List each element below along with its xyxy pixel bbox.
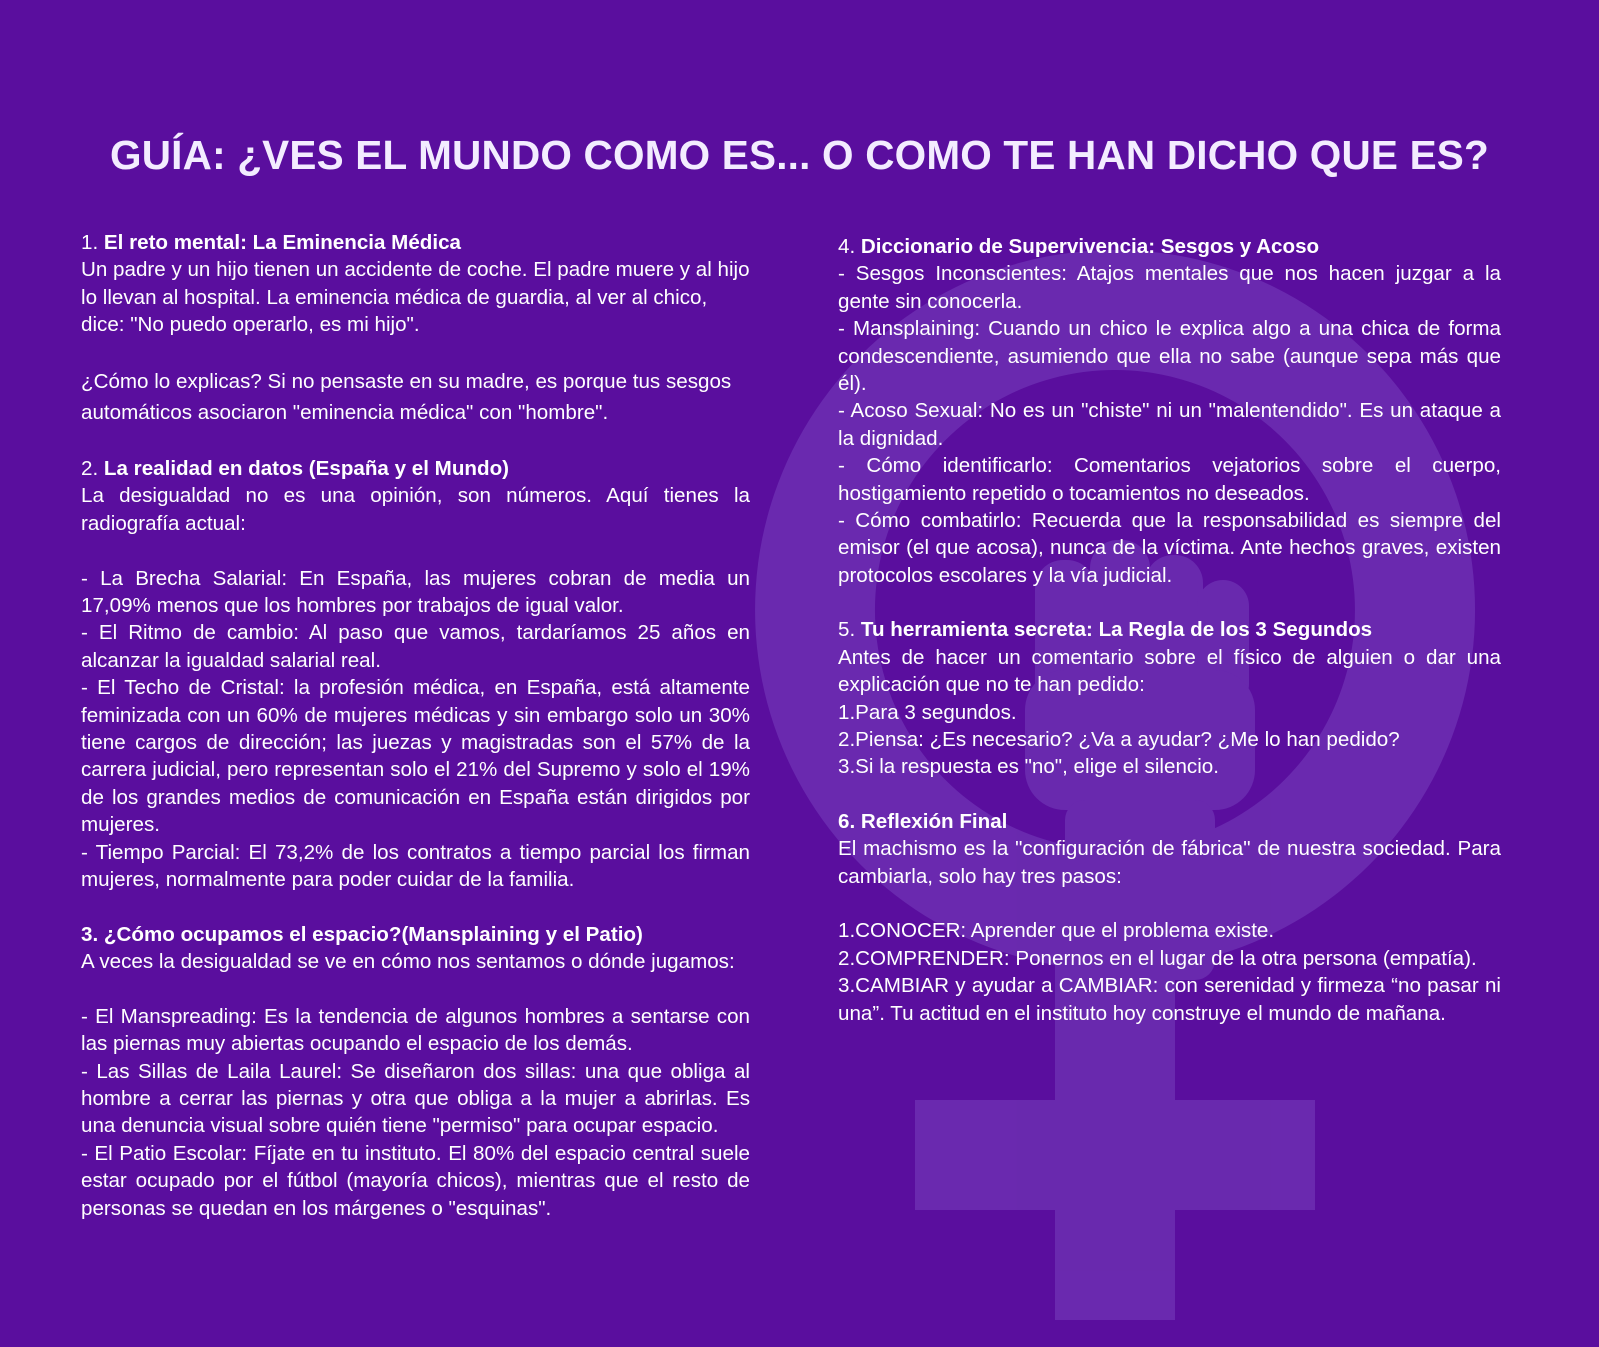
section-heading bbox=[81, 921, 750, 948]
section-intro: La desigualdad no es una opinión, son números. Aquí tienes la radiografía actual: bbox=[81, 484, 750, 535]
section-intro: El machismo es la "configuración de fábrica" de nuestra sociedad. Para cambiarla, solo hay tres pasos: bbox=[838, 837, 1501, 888]
section-number: 4. bbox=[838, 235, 856, 258]
list-item: - Tiempo Parcial: El 73,2% de los contratos a tiempo parcial los firman mujeres, normalmente para poder cuidar de la familia. bbox=[81, 840, 750, 892]
list-item: 3.CAMBIAR y ayudar a CAMBIAR: con serenidad y firmeza “no pasar ni una”. Tu actitud en el instituto hoy construye el mundo de mañana. bbox=[838, 974, 1501, 1025]
section-number: 2. bbox=[81, 457, 99, 481]
left-column bbox=[81, 229, 750, 1249]
list-item: - El Patio Escolar: Fíjate en tu instituto. El 80% del espacio central suele estar ocupado por el fútbol (mayoría chicos), mientras que el resto de personas se quedan en los márgenes o "esquinas". bbox=[81, 1141, 750, 1220]
section-intro: Antes de hacer un comentario sobre el físico de alguien o dar una explicación que no te han pedido: bbox=[838, 645, 1501, 697]
section-espacio bbox=[81, 921, 750, 1222]
section-intro: A veces la desigualdad se ve en cómo nos sentamos o dónde jugamos: bbox=[81, 949, 735, 973]
section-heading bbox=[838, 616, 1501, 643]
section-heading bbox=[81, 455, 750, 482]
list-item: - Cómo identificarlo: Comentarios vejatorios sobre el cuerpo, hostigamiento repetido o tocamientos no deseados. bbox=[838, 454, 1501, 505]
section-body: ¿Cómo lo explicas? Si no pensaste en su madre, es porque tus sesgos automáticos asociaron "eminencia médica" con "hombre". bbox=[81, 370, 732, 425]
section-heading-text: El reto mental: La Eminencia Médica bbox=[103, 231, 461, 254]
section-realidad-datos bbox=[81, 455, 750, 893]
section-heading-text: Tu herramienta secreta: La Regla de los 3 Segundos bbox=[860, 618, 1373, 642]
list-item: 2.Piensa: ¿Es necesario? ¿Va a ayudar? ¿Me lo han pedido? bbox=[838, 727, 1400, 751]
section-heading-text: Diccionario de Supervivencia: Sesgos y Acoso bbox=[860, 235, 1320, 258]
right-column bbox=[838, 233, 1501, 1054]
section-heading bbox=[838, 808, 1501, 835]
list-item: 3.Si la respuesta es "no", elige el silencio. bbox=[838, 755, 1219, 779]
section-reflexion bbox=[838, 808, 1501, 1027]
section-herramienta bbox=[838, 616, 1501, 780]
section-heading bbox=[838, 233, 1501, 260]
list-item: 2.COMPRENDER: Ponernos en el lugar de la otra persona (empatía). bbox=[838, 946, 1477, 970]
section-heading-text: ¿Cómo ocupamos el espacio?(Mansplaining y el Patio) bbox=[103, 922, 643, 946]
section-heading bbox=[81, 229, 750, 256]
section-intro: Un padre y un hijo tienen un accidente de coche. El padre muere y al hijo lo llevan al hospital. La eminencia médica de guardia, al ver al chico, dice: "No puedo operarlo, es mi hijo". bbox=[81, 258, 750, 337]
section-heading-text: Reflexión Final bbox=[860, 809, 1008, 833]
list-item: - El Manspreading: Es la tendencia de algunos hombres a sentarse con las piernas muy abiertas ocupando el espacio de los demás. bbox=[81, 1004, 750, 1056]
section-number: 1. bbox=[81, 231, 99, 254]
section-number: 3. bbox=[81, 922, 99, 946]
list-item: - Sesgos Inconscientes: Atajos mentales que nos hacen juzgar a la gente sin conocerla. bbox=[838, 262, 1501, 313]
list-item: 1.Para 3 segundos. bbox=[838, 700, 1017, 724]
list-item: - El Ritmo de cambio: Al paso que vamos, tardaríamos 25 años en alcanzar la igualdad salarial real. bbox=[81, 621, 750, 672]
page-title: GUÍA: ¿VES EL MUNDO COMO ES... O COMO TE HAN DICHO QUE ES? bbox=[110, 132, 1489, 178]
list-item: - Cómo combatirlo: Recuerda que la responsabilidad es siempre del emisor (el que acosa), nunca de la víctima. Ante hechos graves, existen protocolos escolares y la vía judicial. bbox=[838, 509, 1501, 587]
section-diccionario bbox=[838, 233, 1501, 589]
list-item: - El Techo de Cristal: la profesión médica, en España, está altamente feminizada con un 60% de mujeres médicas y sin embargo solo un 30% tiene cargos de dirección; las juezas y magistradas son el 57% de la carrera judicial, pero representan solo el 21% del Supremo y solo el 19% de los grandes medios de comunicación en España están dirigidos por mujeres. bbox=[81, 676, 750, 837]
section-number: 5. bbox=[838, 618, 856, 642]
list-item: - La Brecha Salarial: En España, las mujeres cobran de media un 17,09% menos que los hombres por trabajos de igual valor. bbox=[81, 566, 750, 618]
list-item: - Las Sillas de Laila Laurel: Se diseñaron dos sillas: una que obliga al hombre a cerrar las piernas y otra que obliga a la mujer a abrirlas. Es una denuncia visual sobre quién tiene "permiso" para ocupar espacio. bbox=[81, 1059, 750, 1138]
section-number: 6. bbox=[838, 809, 856, 833]
section-heading-text: La realidad en datos (España y el Mundo) bbox=[103, 457, 510, 481]
list-item: - Mansplaining: Cuando un chico le explica algo a una chica de forma condescendiente, asumiendo que ella no sabe (aunque sepa más que él). bbox=[838, 317, 1501, 396]
list-item: - Acoso Sexual: No es un "chiste" ni un "malentendido". Es un ataque a la dignidad. bbox=[838, 399, 1501, 450]
list-item: 1.CONOCER: Aprender que el problema existe. bbox=[838, 919, 1275, 943]
section-reto-mental bbox=[81, 229, 750, 428]
